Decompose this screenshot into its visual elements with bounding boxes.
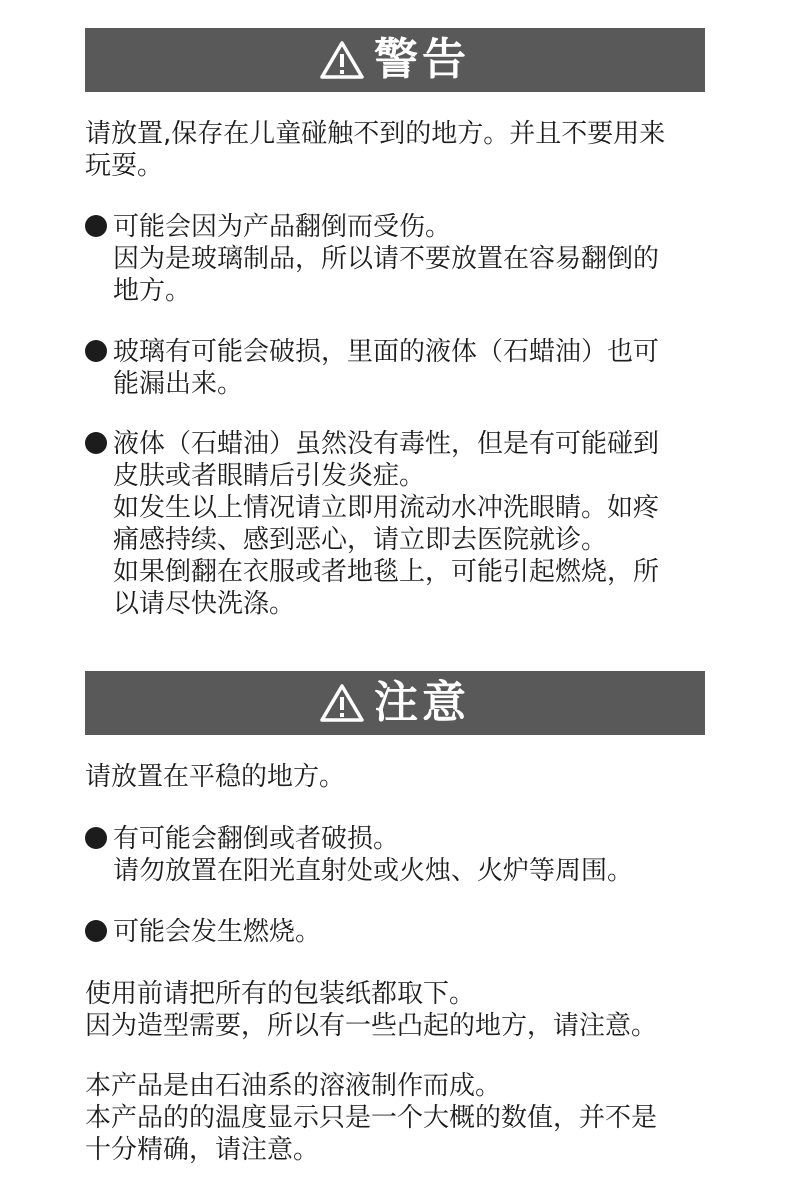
bullet-dot-icon	[85, 920, 107, 942]
warning-bullet-1	[85, 211, 710, 307]
warning-bullet-2	[85, 336, 710, 400]
text-line: 十分精确，请注意。	[85, 1135, 320, 1165]
caution-bullet-1	[85, 823, 710, 887]
bullet-dot-icon	[85, 340, 107, 362]
bullet-text: 液体（石蜡油）虽然没有毒性，但是有可能碰到	[113, 429, 660, 459]
bullet-text: 如发生以上情况请立即用流动水冲洗眼睛。如疼	[113, 493, 660, 523]
caution-banner	[85, 671, 705, 735]
bullet-text: 因为是玻璃制品，所以请不要放置在容易翻倒的	[113, 244, 660, 274]
bullet-text: 痛感持续、感到恶心，请立即去医院就诊。	[113, 525, 608, 555]
text-line: 玩耍。	[85, 151, 164, 181]
warning-banner	[85, 28, 705, 92]
bullet-text: 地方。	[113, 276, 192, 306]
caution-title: 注意	[374, 677, 470, 728]
text-line: 因为造型需要，所以有一些凸起的地方，请注意。	[85, 1011, 658, 1041]
text-line: 请放置,保存在儿童碰触不到的地方。并且不要用来	[85, 119, 666, 149]
bullet-text: 能漏出来。	[113, 369, 244, 399]
bullet-text: 玻璃有可能会破损，里面的液体（石蜡油）也可	[113, 337, 660, 367]
text-line: 请放置在平稳的地方。	[85, 762, 346, 792]
text-line: 本产品是由石油系的溶液制作而成。	[85, 1071, 502, 1101]
caution-note-1	[85, 978, 710, 1042]
warning-intro	[85, 118, 710, 182]
bullet-text: 可能会因为产品翻倒而受伤。	[113, 212, 452, 242]
bullet-dot-icon	[85, 215, 107, 237]
bullet-text: 有可能会翻倒或者破损。	[113, 824, 400, 854]
caution-note-2	[85, 1070, 710, 1166]
bullet-text: 以请尽快洗涤。	[113, 589, 296, 619]
text-line: 本产品的的温度显示只是一个大概的数值，并不是	[85, 1103, 658, 1133]
warning-bullet-3	[85, 428, 710, 620]
bullet-text: 皮肤或者眼睛后引发炎症。	[113, 461, 426, 491]
warning-triangle-icon	[320, 683, 364, 723]
warning-triangle-icon	[320, 40, 364, 80]
warning-title: 警告	[374, 34, 470, 85]
bullet-dot-icon	[85, 827, 107, 849]
bullet-text: 可能会发生燃烧。	[113, 917, 322, 947]
bullet-text: 请勿放置在阳光直射处或火烛、火炉等周围。	[113, 856, 634, 886]
caution-bullet-2	[85, 916, 710, 948]
caution-intro	[85, 761, 710, 793]
bullet-text: 如果倒翻在衣服或者地毯上，可能引起燃烧，所	[113, 557, 660, 587]
text-line: 使用前请把所有的包装纸都取下。	[85, 979, 476, 1009]
bullet-dot-icon	[85, 432, 107, 454]
